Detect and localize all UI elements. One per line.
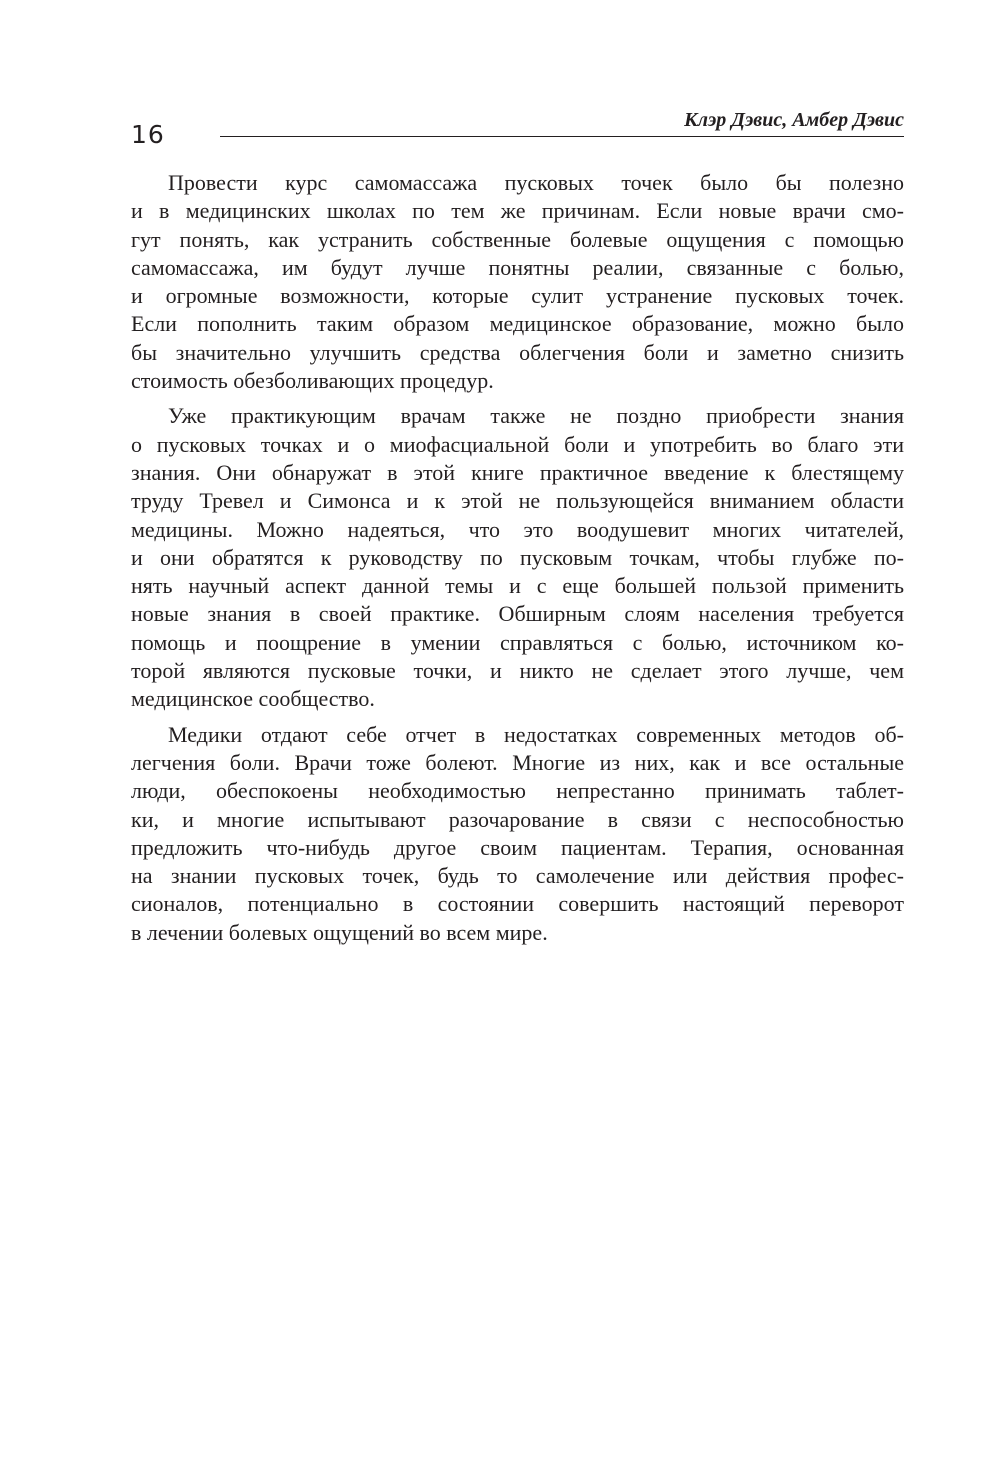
text-line: на знании пусковых точек, будь то самолечение или действия профес-: [131, 863, 904, 889]
page-number: 16: [131, 120, 165, 149]
text-line: нять научный аспект данной темы и с еще большей пользой применить: [131, 573, 904, 599]
text-line: и в медицинских школах по тем же причинам. Если новые врачи смо-: [131, 198, 904, 224]
text-line: легчения боли. Врачи тоже болеют. Многие из них, как и все остальные: [131, 749, 904, 775]
text-line: стоимость обезболивающих процедур.: [131, 368, 494, 394]
text-line: медицины. Можно надеяться, что это воодушевит многих читателей,: [131, 516, 904, 542]
text-line: новые знания в своей практике. Обширным слоям населения требуется: [131, 601, 904, 627]
text-line: самомассажа, им будут лучше понятны реалии, связанные с болью,: [131, 254, 904, 280]
text-line: и они обратятся к руководству по пусковым точкам, чтобы глубже по-: [131, 544, 904, 570]
text-line: бы значительно улучшить средства облегчения боли и заметно снизить: [131, 339, 904, 365]
text-line: ки, и многие испытывают разочарование в связи с неспособностью: [131, 806, 904, 832]
text-line: и огромные возможности, которые сулит устранение пусковых точек.: [131, 283, 904, 309]
text-line: Медики отдают себе отчет в недостатках современных методов об-: [168, 721, 904, 747]
paragraph-1: [131, 169, 904, 395]
text-line: люди, обеспокоены необходимостью непрестанно принимать таблет-: [131, 778, 904, 804]
text-line: Если пополнить таким образом медицинское образование, можно было: [131, 311, 904, 337]
text-line: о пусковых точках и о миофасциальной боли и употребить во благо эти: [131, 431, 904, 457]
text-line: медицинское сообщество.: [131, 686, 375, 712]
text-line: предложить что-нибудь другое своим пациентам. Терапия, основанная: [131, 834, 904, 860]
paragraph-2: [131, 402, 904, 713]
text-line: труду Тревел и Симонса и к этой не пользующейся вниманием области: [131, 488, 904, 514]
running-head-authors: Клэр Дэвис, Амбер Дэвис: [684, 109, 904, 131]
text-line: Провести курс самомассажа пусковых точек было бы полезно: [168, 170, 904, 195]
body-text: [131, 169, 904, 954]
paragraph-3: [131, 721, 904, 947]
text-line: знания. Они обнаружат в этой книге практичное введение к блестящему: [131, 459, 904, 485]
text-line: помощь и поощрение в умении справляться с болью, источником ко-: [131, 629, 904, 655]
text-line: Уже практикующим врачам также не поздно приобрести знания: [168, 403, 904, 429]
header-rule: [220, 136, 904, 137]
text-line: гут понять, как устранить собственные болевые ощущения с помощью: [131, 226, 904, 252]
text-line: торой являются пусковые точки, и никто не сделает этого лучше, чем: [131, 658, 904, 684]
text-line: в лечении болевых ощущений во всем мире.: [131, 919, 548, 945]
text-line: сионалов, потенциально в состоянии совершить настоящий переворот: [131, 891, 904, 917]
